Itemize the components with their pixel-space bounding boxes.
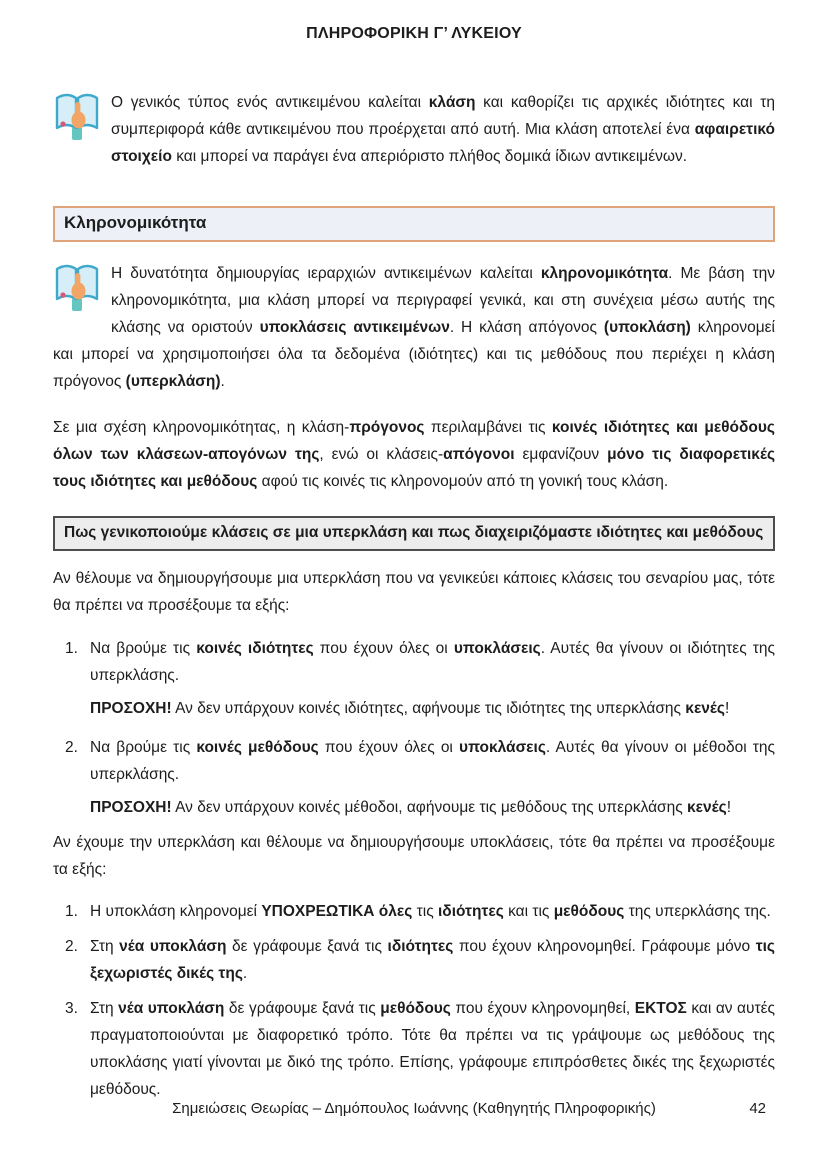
open-book-pointer-icon <box>55 262 99 314</box>
open-book-pointer-icon <box>55 91 99 143</box>
warning-note: ΠΡΟΣΟΧΗ! Αν δεν υπάρχουν κοινές ιδιότητες, αφήνουμε τις ιδιότητες της υπερκλάσης κενές! <box>90 699 730 717</box>
page-content <box>53 89 775 1103</box>
superclass-steps-list <box>53 635 775 821</box>
list-item-number: 2. <box>65 938 78 955</box>
list-item-text: Η υποκλάση κληρονομεί ΥΠΟΧΡΕΩΤΙΚΑ όλες τις ιδιότητες και τις μεθόδους της υπερκλάσης της. <box>90 903 771 920</box>
intro-note-text: Ο γενικός τύπος ενός αντικειμένου καλείται κλάση και καθορίζει τις αρχικές ιδιότητες και τη συμπεριφορά κάθε αντικειμένου που προέρχεται από αυτή. Μια κλάση αποτελεί ένα αφαιρετικό στοιχείο και μπορεί να παράγει ένα απεριόριστο πλήθος δομικά ίδιων αντικειμένων. <box>111 94 775 165</box>
inheritance-note-text: Η δυνατότητα δημιουργίας ιεραρχιών αντικειμένων καλείται κληρονομικότητα. Με βάση την κληρονομικότητα, μια κλάση μπορεί να περιγραφεί γενικά, και στη συνέχεια μέσω αυτής της κλάσης να οριστούν υποκλάσεις αντικειμένων. Η κλάση απόγονος (υποκλάση) κληρονομεί και μπορεί να χρησιμοποιήσει όλα τα δεδομένα (ιδιότητες) και τις μεθόδους που περιέχει η κλάση πρόγονος (υπερκλάση). <box>53 265 776 390</box>
page-number: 42 <box>749 1100 766 1117</box>
list-item-number: 3. <box>65 1000 78 1017</box>
section-heading-inheritance: Κληρονομικότητα <box>53 206 775 242</box>
list-item-text: Στη νέα υποκλάση δε γράφουμε ξανά τις μεθόδους που έχουν κληρονομηθεί, ΕΚΤΟΣ και αν αυτές πραγματοποιούνται με διαφορετικό τρόπο. Τότε θα πρέπει να τις γράψουμε ως μεθόδους της υποκλάσης γιατί γίνονται με δικό της τρόπο. Επίσης, γράφουμε επιπρόσθετες δικές της ξεχωριστές μεθόδους. <box>90 1000 775 1098</box>
section-heading-generalization: Πως γενικοποιούμε κλάσεις σε μια υπερκλάση και πως διαχειριζόμαστε ιδιότητες και μεθόδους <box>53 516 775 551</box>
list-item-number: 1. <box>65 639 78 657</box>
list-item <box>53 995 775 1103</box>
list-item-text: Στη νέα υποκλάση δε γράφουμε ξανά τις ιδιότητες που έχουν κληρονομηθεί. Γράφουμε μόνο τις ξεχωριστές δικές της. <box>90 938 775 982</box>
footer-text: Σημειώσεις Θεωρίας – Δημόπουλος Ιωάννης (Καθηγητής Πληροφορικής) <box>172 1100 656 1117</box>
ancestor-paragraph: Σε μια σχέση κληρονομικότητας, η κλάση-πρόγονος περιλαμβάνει τις κοινές ιδιότητες και μεθόδους όλων των κλάσεων-απογόνων της, ενώ οι κλάσεις-απόγονοι εμφανίζουν μόνο τις διαφορετικές τους ιδιότητες και μεθόδους αφού τις κοινές τις κληρονομούν από τη γονική τους κλάση. <box>53 419 775 490</box>
subclass-steps-list <box>53 898 775 1103</box>
superclass-intro-paragraph: Αν θέλουμε να δημιουργήσουμε μια υπερκλάση που να γενικεύει κάποιες κλάσεις του σεναρίου μας, τότε θα πρέπει να προσέξουμε τα εξής: <box>53 570 775 614</box>
page-footer <box>0 1098 828 1120</box>
list-item-text: Να βρούμε τις κοινές μεθόδους που έχουν όλες οι υποκλάσεις. Αυτές θα γίνουν οι μέθοδοι της υπερκλάσης. <box>90 738 776 783</box>
list-item-number: 1. <box>65 903 78 920</box>
warning-note: ΠΡΟΣΟΧΗ! Αν δεν υπάρχουν κοινές μέθοδοι, αφήνουμε τις μεθόδους της υπερκλάσης κενές! <box>90 798 732 816</box>
list-item <box>53 933 775 987</box>
intro-note <box>53 89 775 170</box>
list-item-number: 2. <box>65 738 78 756</box>
list-item <box>53 635 775 689</box>
inheritance-note <box>53 260 775 395</box>
page-title: ΠΛΗΡΟΦΟΡΙΚΗ Γ’ ΛΥΚΕΙΟΥ <box>306 25 522 42</box>
list-item-text: Να βρούμε τις κοινές ιδιότητες που έχουν όλες οι υποκλάσεις. Αυτές θα γίνουν οι ιδιότητες της υπερκλάσης. <box>90 639 776 684</box>
list-item <box>53 734 775 788</box>
list-item <box>53 898 775 925</box>
subclass-intro-paragraph: Αν έχουμε την υπερκλάση και θέλουμε να δημιουργήσουμε υποκλάσεις, τότε θα πρέπει να προσέξουμε τα εξής: <box>53 833 775 878</box>
